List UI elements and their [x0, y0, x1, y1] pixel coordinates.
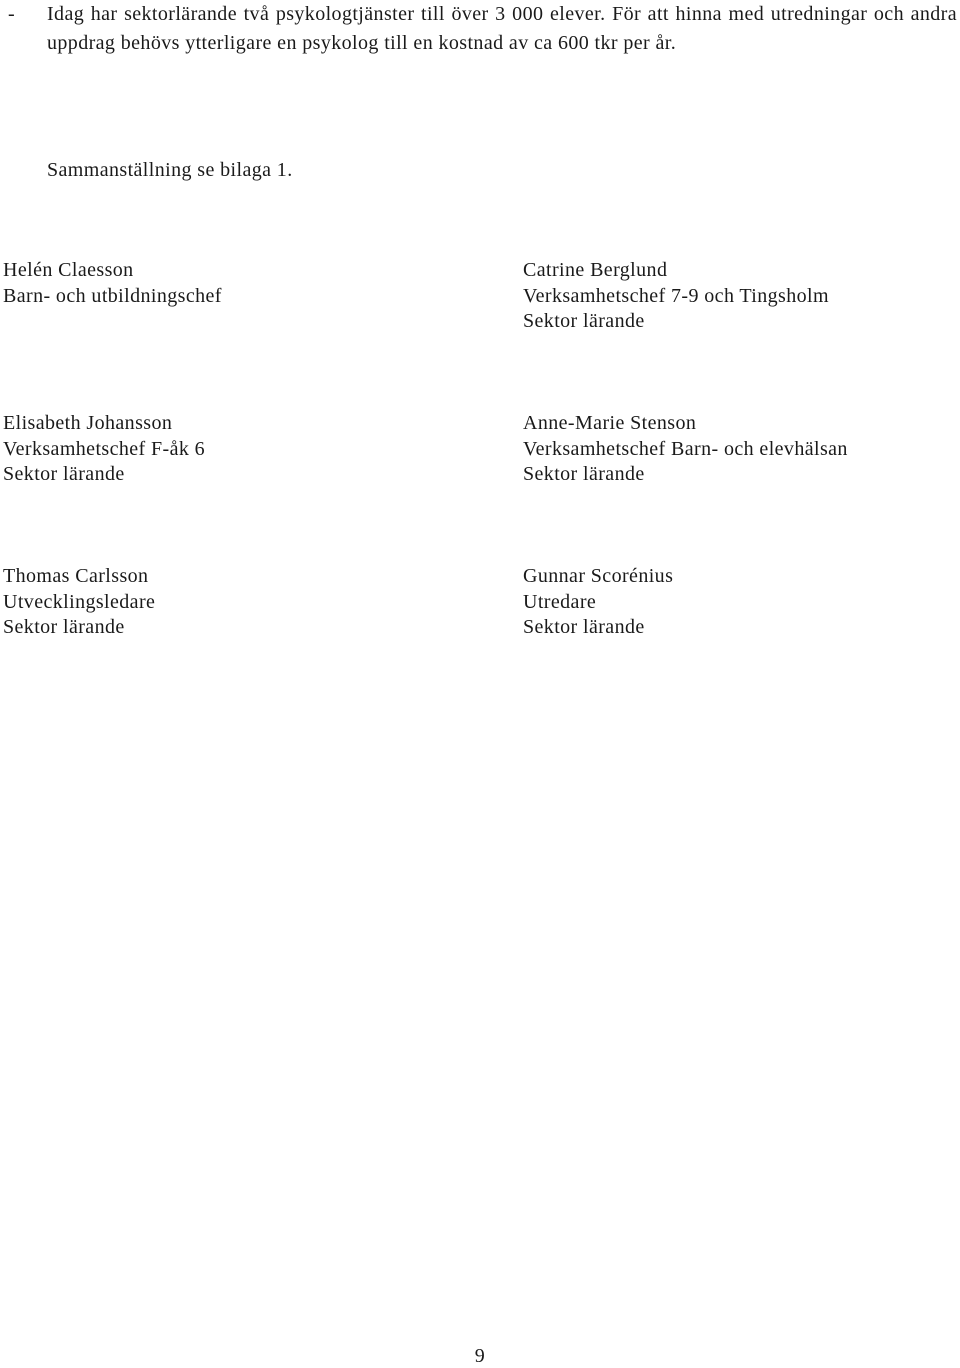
- signatory-title: Utredare: [523, 590, 597, 613]
- signatory-unit: Sektor lärande: [523, 310, 645, 333]
- bullet-text: Idag har sektorlärande två psykologtjänster till över 3 000 elever. För att hinna med utredningar och andra uppdrag behövs ytterligare en psykolog till en kostnad av ca 600 tkr per år.: [47, 3, 957, 54]
- signatory-block: [3, 258, 222, 309]
- signatory-block: [523, 564, 673, 641]
- signatory-name: Anne-Marie Stenson: [523, 412, 697, 434]
- signatory-title: Verksamhetschef F-åk 6: [3, 437, 206, 460]
- signatory-title: Verksamhetschef 7-9 och Tingsholm: [523, 284, 829, 307]
- signatory-name: Catrine Berglund: [523, 259, 668, 281]
- signatory-unit: Sektor lärande: [3, 463, 125, 486]
- signatory-name: Thomas Carlsson: [3, 565, 149, 587]
- signatory-name: Elisabeth Johansson: [3, 412, 173, 434]
- signatory-block: [3, 564, 155, 641]
- signatory-title: Utvecklingsledare: [3, 590, 156, 613]
- page-number: 9: [474, 1345, 486, 1367]
- signatory-unit: Sektor lärande: [3, 616, 125, 639]
- signatory-block: [3, 411, 205, 488]
- signatory-unit: Sektor lärande: [523, 616, 645, 639]
- bullet-marker: -: [8, 3, 16, 25]
- signatory-name: Gunnar Scorénius: [523, 565, 674, 587]
- signatory-block: [523, 258, 829, 335]
- signatory-block: [523, 411, 848, 488]
- appendix-reference: Sammanställning se bilaga 1.: [47, 159, 293, 181]
- signatory-name: Helén Claesson: [3, 259, 134, 281]
- signatory-unit: Sektor lärande: [523, 463, 645, 486]
- signatory-title: Barn- och utbildningschef: [3, 284, 222, 307]
- signatory-title: Verksamhetschef Barn- och elevhälsan: [523, 437, 848, 460]
